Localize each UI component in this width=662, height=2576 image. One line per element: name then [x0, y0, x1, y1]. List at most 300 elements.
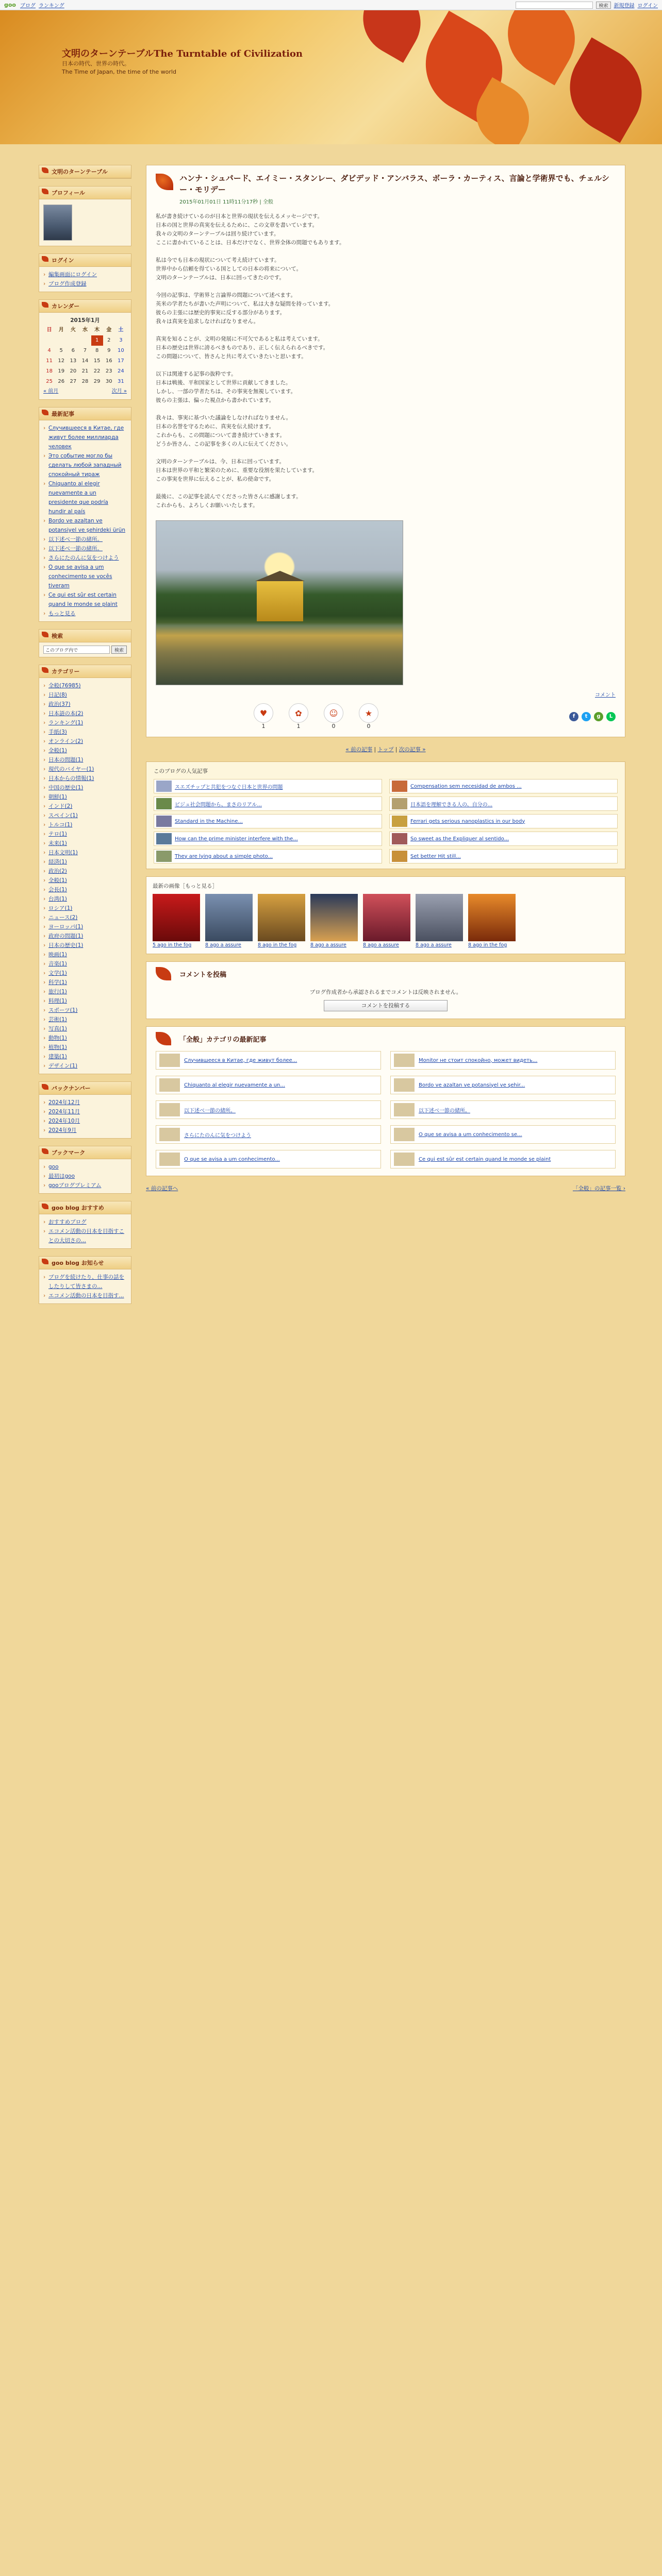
popular-posts	[146, 761, 625, 869]
popular-post-item[interactable]	[154, 779, 382, 793]
calendar-day[interactable]: 10	[118, 348, 124, 353]
latest-images-header: 最新の画像［もっと見る］	[153, 883, 218, 889]
like-count: 0	[367, 723, 371, 730]
recent-article-link[interactable]: Bordo ve azaltan ve potansiyel ve şehirdeki ürün	[48, 518, 125, 533]
article-paragraph: 日本の名誉を守るために、真実を伝え続けます。	[156, 423, 275, 430]
category-article-thumbnail	[159, 1103, 180, 1116]
comment-link[interactable]: コメント	[595, 692, 616, 698]
sidebar-profile-title-box	[39, 165, 131, 179]
article-title[interactable]: ハンナ・シュパード、エイミー・スタンレー、ダビデッド・アンバラス、ボーラ・カーティス、言論と学術界でも、チェルシー・モリデー	[156, 173, 616, 195]
post-thumbnail	[156, 781, 172, 792]
category-link[interactable]: ロシア(1)	[48, 905, 73, 911]
sidebar-heading: カレンダー	[39, 300, 131, 313]
calendar-day[interactable]: 20	[70, 368, 77, 374]
calendar-day-header: 日	[46, 327, 52, 333]
category-article-link[interactable]: さらにたのんに気をつけよう	[184, 1132, 251, 1139]
recent-article-link[interactable]: O que se avisa a um conhecimento se vocês tiveram	[48, 564, 112, 589]
sidebar-heading: 最新記事	[39, 408, 131, 420]
latest-image-link[interactable]: 5 ago in the fog	[153, 942, 192, 948]
calendar-day[interactable]: 26	[58, 379, 65, 384]
article-photo[interactable]	[156, 520, 403, 685]
post-thumbnail	[156, 798, 172, 809]
calendar-day[interactable]: 7	[83, 348, 87, 353]
sns-buttons	[569, 712, 616, 721]
sidebar-goo-news-box	[39, 1256, 131, 1304]
paragraph-gap	[156, 326, 616, 335]
category-article-thumbnail	[394, 1078, 415, 1092]
article-paragraph: 真実を知ることが、文明の発展に不可欠であると私は考えています。	[156, 336, 323, 342]
article-paragraph: この問題について、皆さんと共に考えていきたいと思います。	[156, 353, 307, 360]
sidebar-login-box	[39, 253, 131, 292]
category-link[interactable]: トルコ(1)	[48, 822, 73, 828]
bookmark-link[interactable]: gooブログプレミアム	[48, 1182, 102, 1189]
blog-article	[146, 165, 625, 737]
post-thumbnail	[392, 851, 407, 862]
blog-description-line: The Time of Japan, the time of the world	[62, 69, 176, 75]
category-article-item[interactable]	[156, 1076, 381, 1094]
category-article-item[interactable]	[156, 1051, 381, 1070]
recent-article-link[interactable]: Это событие могло бы сделать любой западный спокойный тираж	[48, 453, 122, 478]
recent-article-link[interactable]: 以下述べ一節の緒所。	[48, 546, 103, 552]
calendar-day	[79, 335, 91, 346]
calendar-day[interactable]: 18	[46, 368, 53, 374]
share-area	[156, 703, 616, 730]
popular-post-item[interactable]	[154, 832, 382, 846]
prev-article-link[interactable]: « 前の記事	[345, 747, 373, 753]
login-edit-link[interactable]: 編集画面にログイン	[48, 272, 97, 278]
calendar-day[interactable]: 17	[118, 358, 124, 364]
recent-article-link[interactable]: もっと見る	[48, 611, 76, 617]
category-link[interactable]: 旅行(1)	[48, 989, 67, 995]
latest-image-thumbnail[interactable]	[310, 894, 358, 941]
article-paragraph: 私が書き続けているのが日本と世界の現状を伝えるメッセージです。	[156, 213, 323, 219]
popular-post-item[interactable]	[389, 814, 618, 828]
calendar-day[interactable]: 13	[70, 358, 77, 364]
category-article-item[interactable]	[390, 1100, 616, 1119]
category-link[interactable]: 科学(1)	[48, 979, 67, 986]
category-link[interactable]: 映画(1)	[48, 952, 67, 958]
latest-image-thumbnail[interactable]	[258, 894, 305, 941]
category-link[interactable]: ランキング(1)	[48, 720, 84, 726]
calendar-day	[55, 335, 67, 346]
category-link[interactable]: 文学(1)	[48, 970, 67, 976]
line-icon[interactable]: L	[606, 712, 616, 721]
article-paragraph: 文明のターンテーブルは、今、日本に回っています。	[156, 459, 285, 465]
post-thumbnail	[156, 833, 172, 844]
article-pager: « 前の記事 | トップ | 次の記事 »	[345, 747, 426, 753]
latest-image-link[interactable]: 8 ago in the fog	[258, 942, 297, 948]
category-link[interactable]: 日本語の本(2)	[48, 710, 84, 717]
comment-section	[146, 961, 625, 1019]
calendar-day[interactable]: 27	[70, 379, 77, 384]
like-heart-button[interactable]: ♥	[254, 703, 273, 723]
calendar-day[interactable]: 22	[93, 368, 101, 374]
calendar-day-header: 土	[118, 327, 124, 333]
goo-news-link[interactable]: エコメン活動の日本を目指す...	[48, 1293, 124, 1299]
next-article-link[interactable]: 次の記事 »	[399, 747, 426, 753]
calendar-day[interactable]: 2	[107, 337, 111, 343]
goo-login-link[interactable]: ログイン	[637, 3, 658, 9]
category-article-thumbnail	[394, 1054, 415, 1067]
popular-posts-header: このブログの人気記事	[154, 768, 208, 774]
category-article-thumbnail	[394, 1153, 415, 1166]
create-blog-link[interactable]: ブログ作成登録	[48, 281, 87, 287]
latest-image-link[interactable]: 8 ago a assure	[205, 942, 241, 948]
popular-post-link[interactable]: 日本語を理解できる人の、自分の...	[410, 802, 493, 808]
like-smile-button[interactable]: ☺	[324, 703, 343, 723]
category-article-link[interactable]: Ce qui est sûr est certain quand le monde se plaint	[419, 1156, 551, 1162]
article-paragraph: 文明のターンテーブルは、日本に回ってきたのです。	[156, 275, 285, 281]
category-article-thumbnail	[159, 1054, 180, 1067]
sidebar-bookmark-box	[39, 1146, 131, 1194]
category-link[interactable]: 植物(1)	[48, 1044, 67, 1050]
article-paragraph: 以下は関連する記事の抜粋です。	[156, 371, 237, 377]
calendar-next-link[interactable]: 次月 »	[111, 388, 127, 394]
article-paragraph: ここに書かれていることは、日本だけでなく、世界全体の問題でもあります。	[156, 240, 345, 246]
goo-bar-right	[516, 1, 658, 9]
article-paragraph: 日本は世界の平和と繁栄のために、重要な役割を果たしています。	[156, 467, 318, 473]
goo-search-button[interactable]: 検索	[596, 2, 610, 9]
article-paragraph: 彼らの主張は、偏った視点から書かれています。	[156, 397, 275, 403]
blog-header	[0, 10, 662, 144]
sidebar-heading: カテゴリー	[39, 665, 131, 678]
category-link[interactable]: スペイン(1)	[48, 812, 78, 819]
popular-post-link[interactable]: ビジュ社会問題から、まさのリアル...	[175, 802, 262, 808]
popular-post-item[interactable]	[154, 849, 382, 863]
article-paragraph: どうか皆さん、この記事を多くの人に伝えてください。	[156, 441, 292, 447]
popular-post-link[interactable]: スエズチップと共犯をつなぐ日本と世界の問題	[175, 784, 283, 790]
sidebar-heading: プロフィール	[39, 187, 131, 199]
calendar-day[interactable]: 29	[93, 379, 101, 384]
category-link[interactable]: 政府の問題(1)	[48, 933, 84, 939]
category-link[interactable]: スポーツ(1)	[48, 1007, 78, 1013]
article-paragraph: 日本の歴史は世界に誇るべきものであり、正しく伝えられるべきです。	[156, 345, 329, 351]
paragraph-gap	[156, 282, 616, 291]
category-latest	[146, 1026, 625, 1176]
calendar-day[interactable]: 5	[59, 348, 63, 353]
category-latest-header: 「全般」カテゴリの最新記事	[156, 1034, 616, 1044]
blog-title[interactable]: 文明のターンテーブルThe Turntable of Civilization	[62, 48, 303, 59]
category-link[interactable]: 日本からの情報(1)	[48, 775, 94, 782]
popular-post-link[interactable]: How can the prime minister interfere with the...	[175, 836, 298, 842]
article-date: 2015年01月01日 11時11分17秒 | 全般	[179, 199, 273, 205]
twitter-icon[interactable]: t	[582, 712, 591, 721]
backnumber-link[interactable]: 2024年12月	[48, 1099, 80, 1106]
calendar-day[interactable]: 23	[105, 368, 112, 374]
category-link[interactable]: デザイン(1)	[48, 1063, 78, 1069]
latest-image-thumbnail[interactable]	[363, 894, 410, 941]
post-thumbnail	[392, 816, 407, 827]
sidebar-category-box	[39, 665, 131, 1074]
sidebar-heading: goo blog お知らせ	[39, 1257, 131, 1269]
calendar-day[interactable]: 21	[81, 368, 89, 374]
category-link[interactable]: インド(2)	[48, 803, 73, 809]
calendar-day[interactable]: 19	[58, 368, 65, 374]
post-comment-button[interactable]: コメントを投稿する	[324, 1000, 448, 1011]
recent-article-link[interactable]: 以下述べ一節の緒所。	[48, 536, 103, 543]
category-article-item[interactable]	[390, 1076, 616, 1094]
calendar-table	[43, 325, 127, 387]
popular-post-link[interactable]: Compensation sem necesidad de ambos ...	[410, 783, 522, 789]
category-link[interactable]: 会長(1)	[48, 887, 67, 893]
category-article-link[interactable]: 以下述べ一節の緒所。	[419, 1108, 470, 1114]
category-link[interactable]: 朝鮮(1)	[48, 794, 67, 800]
sidebar-goo-blog-box	[39, 1201, 131, 1249]
popular-post-link[interactable]: Set better Hit still...	[410, 853, 461, 859]
calendar-prev-link[interactable]: « 前月	[43, 388, 59, 394]
like-count: 0	[332, 723, 336, 730]
recent-article-link[interactable]: Случившееся в Китае, где живут более миллиарда человек	[48, 425, 124, 450]
category-link[interactable]: 全般(76985)	[48, 683, 81, 689]
paragraph-gap	[156, 405, 616, 414]
bottom-nav	[146, 1184, 625, 1192]
article-paragraph: 日本は戦後、平和国家として世界に貢献してきました。	[156, 380, 291, 386]
article-paragraph: 最後に、この記事を読んでくださった皆さんに感謝します。	[156, 494, 302, 500]
sidebar-heading[interactable]: 文明のターンテーブル	[39, 165, 131, 178]
calendar-day[interactable]: 31	[118, 379, 124, 384]
category-article-item[interactable]	[390, 1150, 616, 1168]
category-link[interactable]: 手紙(3)	[48, 729, 67, 735]
facebook-icon[interactable]: f	[569, 712, 578, 721]
article-body	[156, 212, 616, 510]
calendar-day	[43, 335, 55, 346]
category-link[interactable]: 中国の歴史(1)	[48, 785, 84, 791]
article-paragraph: これからも、この問題について書き続けていきます。	[156, 432, 285, 438]
bottom-prev-link[interactable]: « 前の記事へ	[146, 1185, 178, 1192]
goo-recommend-link[interactable]: おすすめブログ	[48, 1219, 87, 1225]
calendar-day[interactable]: 1	[91, 335, 103, 346]
golden-pavilion-shape	[257, 580, 303, 621]
bookmark-link[interactable]: 最初はgoo	[48, 1173, 75, 1179]
sidebar-backnumber-box	[39, 1081, 131, 1139]
calendar-day[interactable]: 8	[95, 348, 99, 353]
bookmark-link[interactable]: goo	[48, 1164, 59, 1170]
latest-image-link[interactable]: 8 ago in the fog	[468, 942, 507, 948]
maple-leaf-decoration	[350, 10, 434, 63]
post-thumbnail	[392, 798, 407, 809]
article-paragraph: 我々は、事実に基づいた議論をしなければなりません。	[156, 415, 292, 421]
category-link[interactable]: 建築(1)	[48, 1054, 67, 1060]
latest-image-card[interactable]	[205, 894, 253, 948]
latest-image-link[interactable]: 8 ago a assure	[310, 942, 346, 948]
bottom-category-link[interactable]: 「全般」の記事一覧 ›	[572, 1185, 625, 1192]
category-article-thumbnail	[159, 1153, 180, 1166]
backnumber-link[interactable]: 2024年11月	[48, 1109, 80, 1115]
latest-image-card[interactable]	[310, 894, 358, 948]
category-link[interactable]: ヨーロッパ(1)	[48, 924, 84, 930]
backnumber-link[interactable]: 2024年10月	[48, 1118, 80, 1124]
category-link[interactable]: 料理(1)	[48, 998, 67, 1004]
like-flower-button[interactable]: ✿	[289, 703, 308, 723]
latest-images	[146, 876, 625, 954]
category-link[interactable]: テロ(1)	[48, 831, 67, 837]
category-link[interactable]: 政治(37)	[48, 701, 71, 707]
like-star-button[interactable]: ★	[359, 703, 378, 723]
latest-image-link[interactable]: 8 ago a assure	[416, 942, 452, 948]
category-link[interactable]: 政治(2)	[48, 868, 67, 874]
popular-post-item[interactable]	[154, 814, 382, 828]
latest-image-card[interactable]	[468, 894, 516, 948]
blog-description-line: 日本の時代、世界の時代。	[62, 60, 130, 67]
post-thumbnail	[156, 816, 172, 827]
like-count: 1	[296, 723, 301, 730]
article-paragraph: 我々は真実を追求しなければなりません。	[156, 318, 259, 325]
sidebar-heading: ブックマーク	[39, 1146, 131, 1159]
sidebar-search-button[interactable]: 検索	[111, 646, 127, 654]
category-link[interactable]: 写真(1)	[48, 1026, 67, 1032]
article-paragraph: 世界中から信頼を得ている国としての日本の将来について。	[156, 266, 302, 272]
latest-image-thumbnail[interactable]	[205, 894, 253, 941]
comment-header: コメントを投稿	[156, 969, 616, 979]
sidebar-recent-box	[39, 407, 131, 622]
category-link[interactable]: 日本文明(1)	[48, 850, 78, 856]
category-link[interactable]: 動物(1)	[48, 1035, 67, 1041]
goo-nav-blog[interactable]: ブログ	[20, 3, 36, 9]
comment-note: ブログ作成者から承認されるまでコメントは反映されません。	[309, 989, 462, 995]
calendar-day[interactable]: 15	[93, 358, 101, 364]
calendar-day[interactable]: 11	[46, 358, 53, 364]
article-paragraph: この事実を世界に伝えることが、私の使命です。	[156, 476, 275, 482]
recent-article-link[interactable]: Chiquanto al elegir nuevamente a un presidente que podría hundir al país	[48, 481, 108, 515]
latest-image-card[interactable]	[153, 894, 200, 948]
category-link[interactable]: オンライン(2)	[48, 738, 84, 744]
latest-image-thumbnail[interactable]	[468, 894, 516, 941]
goo-top-bar	[0, 0, 662, 10]
category-article-link[interactable]: Chiquanto al elegir nuevamente a un...	[184, 1082, 285, 1088]
calendar-day[interactable]: 4	[47, 348, 51, 353]
category-link[interactable]: ニュース(2)	[48, 914, 78, 921]
sidebar-search-box	[39, 629, 131, 657]
sidebar-profile-box	[39, 186, 131, 246]
category-article-link[interactable]: O que se avisa a um conhecimento...	[184, 1156, 280, 1162]
category-article-item[interactable]	[156, 1150, 381, 1168]
popular-post-item[interactable]	[389, 779, 618, 793]
top-link[interactable]: トップ	[377, 747, 394, 753]
category-link[interactable]: 日本の問題(1)	[48, 757, 84, 763]
latest-image-thumbnail[interactable]	[153, 894, 200, 941]
category-link[interactable]: 台湾(1)	[48, 896, 67, 902]
calendar-day-header: 金	[106, 327, 112, 333]
recent-article-link[interactable]: さらにたのんに気をつけよう	[48, 555, 119, 561]
goo-search-input[interactable]	[516, 2, 593, 9]
paragraph-gap	[156, 361, 616, 370]
category-article-item[interactable]	[390, 1125, 616, 1144]
category-link[interactable]: 音楽(1)	[48, 961, 67, 967]
article-paragraph: 今回の記事は、学術界と言論界の問題について述べます。	[156, 292, 296, 298]
sidebar-heading: ログイン	[39, 254, 131, 267]
goo-nav-ranking[interactable]: ランキング	[39, 3, 64, 9]
calendar-day[interactable]: 24	[118, 368, 124, 374]
popular-post-item[interactable]	[389, 796, 618, 811]
category-link[interactable]: 日記(8)	[48, 692, 67, 698]
popular-post-item[interactable]	[154, 796, 382, 811]
popular-post-link[interactable]: They are lying about a simple photo...	[175, 853, 273, 859]
goo-nav	[20, 1, 64, 9]
category-link[interactable]: 経済(1)	[48, 859, 67, 865]
article-paragraph: これからも、よろしくお願いいたします。	[156, 502, 258, 509]
calendar-day[interactable]: 3	[119, 337, 123, 343]
category-article-item[interactable]	[390, 1051, 616, 1070]
latest-image-card[interactable]	[416, 894, 463, 948]
like-count: 1	[261, 723, 266, 730]
post-thumbnail	[392, 781, 407, 792]
sidebar-search-select[interactable]: このブログ内で	[43, 646, 110, 654]
paragraph-gap	[156, 247, 616, 256]
calendar-day-header: 月	[58, 327, 64, 333]
sidebar-heading: goo blog おすすめ	[39, 1201, 131, 1214]
article-paragraph: 日本の国と世界の真実を伝えるために、この文章を書いています。	[156, 222, 318, 228]
calendar-day[interactable]: 12	[58, 358, 65, 364]
category-link[interactable]: 全般(1)	[48, 748, 67, 754]
like-buttons	[156, 703, 378, 730]
calendar-day[interactable]: 25	[46, 379, 53, 384]
goo-signup-link[interactable]: 新規登録	[614, 3, 635, 9]
category-link[interactable]: 未来(1)	[48, 840, 67, 846]
latest-image-thumbnail[interactable]	[416, 894, 463, 941]
popular-post-link[interactable]: Standard in the Machine...	[175, 818, 243, 824]
goo-share-icon[interactable]: g	[594, 712, 603, 721]
category-article-link[interactable]: O que se avisa a um conhecimento se...	[419, 1131, 522, 1138]
category-article-link[interactable]: Monitor не стоит спокойно, может видеть...	[419, 1057, 538, 1063]
calendar-month: 2015年1月	[70, 317, 100, 324]
calendar-day[interactable]: 6	[71, 348, 75, 353]
calendar-day[interactable]: 28	[81, 379, 89, 384]
category-article-link[interactable]: Bordo ve azaltan ve potansiyel ve şehir...	[419, 1082, 525, 1088]
calendar-day[interactable]: 30	[105, 379, 112, 384]
article-paragraph: 我々の文明のターンテーブルは回り続けています。	[156, 231, 279, 237]
sidebar-heading: 検索	[39, 630, 131, 642]
calendar-day-header: 水	[82, 327, 88, 333]
category-article-item[interactable]	[156, 1125, 381, 1144]
backnumber-link[interactable]: 2024年9月	[48, 1127, 77, 1133]
category-article-item[interactable]	[156, 1100, 381, 1119]
category-article-thumbnail	[159, 1128, 180, 1141]
latest-image-link[interactable]: 8 ago a assure	[363, 942, 399, 948]
calendar-day[interactable]: 14	[81, 358, 89, 364]
sidebar-calendar-box	[39, 299, 131, 400]
latest-image-card[interactable]	[363, 894, 410, 948]
calendar-day-header: 木	[94, 327, 100, 333]
blog-description	[62, 60, 176, 76]
goo-recommend-link[interactable]: エコメン活動の日本を目指すことの大切さの...	[48, 1228, 124, 1244]
calendar-day	[67, 335, 79, 346]
popular-post-link[interactable]: Ferrari gets serious nanoplastics in our body	[410, 818, 525, 824]
category-link[interactable]: 全般(1)	[48, 877, 67, 884]
category-article-link[interactable]: Случившееся в Китае, где живут более...	[184, 1057, 297, 1063]
goo-logo[interactable]: goo	[4, 2, 16, 8]
goo-news-link[interactable]: ブログを続けたり、仕事の話をしたりして皆さまの...	[48, 1274, 124, 1290]
category-article-thumbnail	[394, 1103, 415, 1116]
article-paragraph: しかし、一部の学者たちは、その事実を無視しています。	[156, 388, 296, 395]
category-article-link[interactable]: 以下述べ一節の緒所。	[184, 1108, 236, 1114]
recent-article-link[interactable]: Ce qui est sûr est certain quand le monde se plaint	[48, 592, 118, 607]
paragraph-gap	[156, 449, 616, 457]
popular-post-item[interactable]	[389, 849, 618, 863]
calendar-day[interactable]: 9	[107, 348, 111, 353]
calendar-day[interactable]: 16	[105, 358, 112, 364]
article-paragraph: 私は今でも日本の現状について考え続けています。	[156, 257, 280, 263]
paragraph-gap	[156, 484, 616, 493]
category-link[interactable]: 芸術(1)	[48, 1016, 67, 1023]
popular-post-link[interactable]: So sweet as the Expliquer al sentido...	[410, 836, 509, 842]
sidebar	[39, 165, 131, 1311]
profile-avatar[interactable]	[43, 205, 72, 241]
latest-image-card[interactable]	[258, 894, 305, 948]
popular-post-item[interactable]	[389, 832, 618, 846]
category-link[interactable]: 現代のバイヤー(1)	[48, 766, 94, 772]
main-column	[146, 165, 625, 1192]
category-link[interactable]: 日本の歴史(1)	[48, 942, 84, 948]
